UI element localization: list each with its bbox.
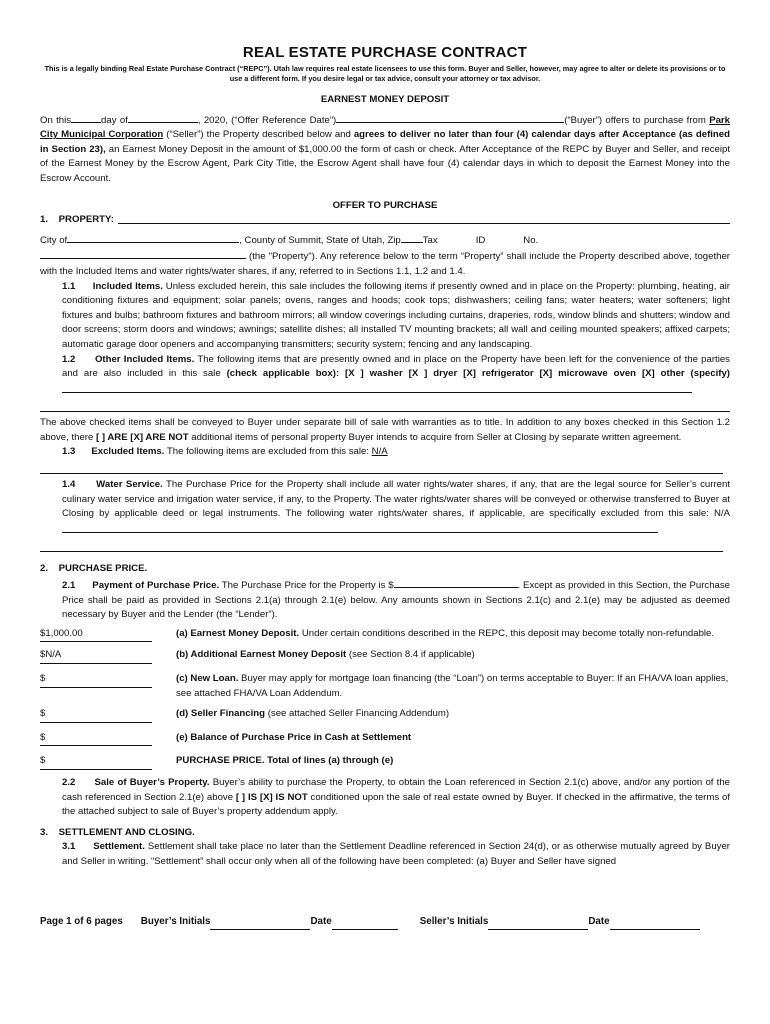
section-3-1 xyxy=(40,840,730,869)
price-line-label: (c) New Loan. xyxy=(176,673,239,684)
day-field[interactable] xyxy=(71,112,101,123)
purchase-price-field[interactable] xyxy=(394,577,518,588)
price-line xyxy=(40,754,730,770)
s13-text: The following items are excluded from this sale: xyxy=(164,446,372,458)
price-line xyxy=(40,731,730,747)
s11-text: Unless excluded herein, this sale includes the following items if presently owned and in place on the Property: plumbing, heating, air conditioning fixtures and equipment; solar panels; ovens, ranges and hoods; cook tops; dishwashers; ceiling fans; water heaters; water softeners; light fixtures and bulbs; bathroom fixtures and bathroom mirrors; all window coverings including curtains, draperies, rods, window blinds and shutters; window and door screens; storm doors and windows; awnings; satellite dishes; all installed TV mounting brackets; all wall and ceiling mounted speakers; affixed carpets; automatic garage door openers and accompanying transmitters; security system; fencing and any landscaping. xyxy=(62,280,730,350)
price-line-amount[interactable] xyxy=(40,627,176,643)
price-lines xyxy=(40,627,730,770)
price-line-label: PURCHASE PRICE. Total of lines (a) through (e) xyxy=(176,755,394,767)
page-footer xyxy=(40,915,730,930)
earnest-heading: EARNEST MONEY DEPOSIT xyxy=(320,94,450,105)
s12-text: The following items that are presently owned and in place on the Property have been left for the convenience of the parties and are also included in this sale xyxy=(62,353,730,380)
s12-after2: additional items of personal property Buyer intends to acquire from Seller at Closing by separate written agreement. xyxy=(188,431,682,443)
buyer-initials-label: Buyer’s Initials xyxy=(140,916,211,927)
s31-text: Settlement shall take place no later than the Settlement Deadline referenced in Section 24(d), or as otherwise mutually agreed by Buyer and Seller in writing. “Settlement” shall occur only when all of the following have been completed: (a) Buyer and Seller have signed xyxy=(62,841,730,867)
seller-initials-field[interactable] xyxy=(488,919,588,930)
text-property-def: (the "Property"). Any reference below to the term “Property” shall include the Property described above, together with the Included Items and water rights/water shares, if any, referred to in Sections 1.1, 1.2 and 1.4. xyxy=(40,251,730,277)
price-line-description xyxy=(176,627,730,642)
price-line xyxy=(40,707,730,723)
s12-conveyance xyxy=(40,416,730,445)
price-line xyxy=(40,648,730,664)
price-line-text: Buyer may apply for mortgage loan financing (the “Loan”) on terms acceptable to Buyer: If an FHA/VA loan applies, see attached FHA/VA Loan Addendum. xyxy=(176,673,729,699)
buyer-name-field[interactable] xyxy=(336,112,564,123)
price-line-label: (b) Additional Earnest Money Deposit xyxy=(176,649,347,661)
section3-label: 3. SETTLEMENT AND CLOSING. xyxy=(40,826,195,838)
city-field[interactable] xyxy=(67,232,239,243)
s11-title: Included Items. xyxy=(92,280,163,292)
contract-page xyxy=(40,44,730,870)
text-seller: (“Seller”) the Property described below and xyxy=(163,129,354,141)
s11-num: 1.1 xyxy=(62,280,76,292)
price-line-description xyxy=(176,707,730,722)
s22-title: Sale of Buyer’s Property. xyxy=(94,776,210,788)
city-row xyxy=(40,232,730,249)
text-year: , 2020, (“Offer Reference Date”) xyxy=(197,114,337,126)
other-specify-field[interactable] xyxy=(62,382,692,393)
price-line-description xyxy=(176,672,730,701)
property-definition xyxy=(40,248,730,279)
s14-num: 1.4 xyxy=(62,479,76,491)
s21-num: 2.1 xyxy=(62,580,76,592)
text-buyer-offers: (“Buyer”) offers to purchase xyxy=(564,114,684,126)
contract-subtitle: This is a legally binding Real Estate Purchase Contract (“REPC”). Utah law requires real estate licensees to use this form. Buyer and Seller, however, may agree to alter or delete its provisions or to use a different form. If you desire legal or tax advice, consult your attorney or tax advisor. xyxy=(44,64,726,83)
s12-title: Other Included Items. xyxy=(94,353,195,365)
price-line-description xyxy=(176,731,730,746)
seller-date-label: Date xyxy=(588,916,610,927)
section1-label: 1. PROPERTY: xyxy=(40,214,114,226)
property-row xyxy=(40,213,730,228)
price-line-amount[interactable] xyxy=(40,648,176,664)
price-line-amount[interactable] xyxy=(40,731,176,747)
text-city: City of xyxy=(40,234,68,246)
s12-after: The above checked items shall be conveyed to Buyer under separate bill of sale with warranties as to title. In addition to any boxes checked in this Section 1.2 above, there xyxy=(40,417,730,443)
amount-field[interactable]: $N/A xyxy=(40,648,152,664)
seller-initials-label: Seller’s Initials xyxy=(419,916,489,927)
water-excluded-field[interactable] xyxy=(62,522,658,533)
s21-text1: The Purchase Price for the Property is $ xyxy=(219,580,394,592)
amount-field[interactable]: $ xyxy=(40,672,152,688)
s22-text2: conditioned upon the sale of real estate owned by Buyer. If checked in the affirmative, the terms of the attached subject to sale of Buyer’s property addendum apply. xyxy=(62,791,730,818)
section-1-2 xyxy=(40,353,730,399)
price-line-label: (d) Seller Financing xyxy=(176,708,266,720)
s22-is-not: [ ] IS [X] IS NOT xyxy=(235,791,308,803)
s31-num: 3.1 xyxy=(62,841,76,853)
s14-text: The Purchase Price for the Property shall include all water rights/water shares, if any, that are the legal source for Seller’s current culinary water service and irrigation water service, if any, to the Property. The water rights/water shares will be conveyed or otherwise transferred to Buyer at Closing by applicable deed or legal instruments. The following water rights/water shares, if applicable, are specifically excluded from this sale: N/A xyxy=(62,479,730,520)
price-line-label: (a) Earnest Money Deposit. xyxy=(176,627,300,639)
text-no: No. xyxy=(523,234,539,246)
text-day-of: day of xyxy=(101,114,128,126)
section-2-1 xyxy=(40,577,730,623)
amount-field[interactable]: $ xyxy=(40,754,152,770)
text-county: , County of Summit, State of Utah, Zip xyxy=(239,234,401,246)
seller-name: Park City Municipal Corporation xyxy=(40,114,730,141)
price-line-text: (see attached Seller Financing Addendum) xyxy=(265,708,450,720)
excluded-items-value[interactable]: N/A xyxy=(371,446,388,458)
earnest-paragraph xyxy=(40,112,730,187)
buyer-date-field[interactable] xyxy=(332,919,398,930)
excluded-items-line[interactable] xyxy=(40,460,723,474)
amount-field[interactable]: $ xyxy=(40,707,152,723)
seller-date-field[interactable] xyxy=(610,919,700,930)
s22-text: Buyer’s ability to purchase the Property, to obtain the Loan referenced in Section 2.1(c) above, and/or any portion of the cash referenced in Section 2.1(e) above xyxy=(62,776,730,803)
property-field[interactable] xyxy=(118,213,730,224)
text-earnest-amount: an Earnest Money Deposit in the amount of $1,000.00 the form of cash or check. After Acceptance of the REPC by Buyer and Seller, and receipt of the Earnest Money by the Escrow Agent, Park City Title, the Escrow Agent shall have four (4) calendar days in which to deposit the Earnest Money into the Escrow Account. xyxy=(40,143,730,184)
buyer-initials-field[interactable] xyxy=(210,919,310,930)
amount-field[interactable]: $ xyxy=(40,731,152,747)
s13-title: Excluded Items. xyxy=(91,446,165,458)
price-line-description xyxy=(176,754,730,769)
text-deliver-deadline: agrees to deliver no later than four (4) calendar days after Acceptance (as defined in Section 23), xyxy=(40,129,730,155)
price-line-text: Under certain conditions described in the REPC, this deposit may become totally non-refundable. xyxy=(299,627,715,639)
contract-title: REAL ESTATE PURCHASE CONTRACT xyxy=(242,44,528,61)
s12-check: (check applicable box) xyxy=(226,368,336,380)
section-2-2 xyxy=(40,776,730,820)
section-1-1 xyxy=(40,280,730,353)
text-tax: Tax xyxy=(422,234,438,246)
s21-title: Payment of Purchase Price. xyxy=(92,580,220,592)
text-from: from xyxy=(686,114,710,126)
section2-label: 2. PURCHASE PRICE. xyxy=(40,563,148,575)
price-line xyxy=(40,672,730,701)
price-line-text: (see Section 8.4 if applicable) xyxy=(346,649,475,661)
offer-heading: OFFER TO PURCHASE xyxy=(332,199,438,211)
page-number: Page 1 of 6 pages xyxy=(40,916,123,927)
text-id: ID xyxy=(475,234,486,246)
s12-are-not: [ ] ARE [X] ARE NOT xyxy=(96,431,189,443)
s13-num: 1.3 xyxy=(62,446,76,458)
month-field[interactable] xyxy=(128,112,198,123)
zip-field[interactable] xyxy=(401,232,423,243)
s14-title: Water Service. xyxy=(96,479,163,491)
s31-title: Settlement. xyxy=(93,841,145,853)
price-line-label: (e) Balance of Purchase Price in Cash at Settlement xyxy=(176,731,412,743)
s22-num: 2.2 xyxy=(62,776,76,788)
other-specify-line[interactable] xyxy=(40,398,730,412)
price-line-description xyxy=(176,648,730,663)
price-line-amount[interactable] xyxy=(40,754,176,770)
s12-items: : [X ] washer [X ] dryer [X] refrigerator [X] microwave oven [X] other (specify) xyxy=(335,368,730,380)
water-excluded-line[interactable] xyxy=(40,538,723,552)
property-description-field[interactable] xyxy=(40,248,246,259)
s21-text2: . Except as provided in this Section, the Purchase Price shall be paid as provided in Sections 2.1(a) through 2.1(e) below. Any amounts shown in Sections 2.1(c) and 2.1(e) may be adjusted as deemed necessary by Buyer and the Lender (the “Lender”). xyxy=(62,580,731,621)
section-1-4 xyxy=(40,478,730,538)
buyer-date-label: Date xyxy=(310,916,332,927)
amount-field[interactable]: $1,000.00 xyxy=(40,627,152,643)
s12-num: 1.2 xyxy=(62,353,76,365)
text-on: On this xyxy=(40,114,72,126)
section-1-3 xyxy=(40,445,730,460)
price-line xyxy=(40,627,730,643)
price-line-amount[interactable] xyxy=(40,707,176,723)
price-line-amount[interactable] xyxy=(40,672,176,688)
